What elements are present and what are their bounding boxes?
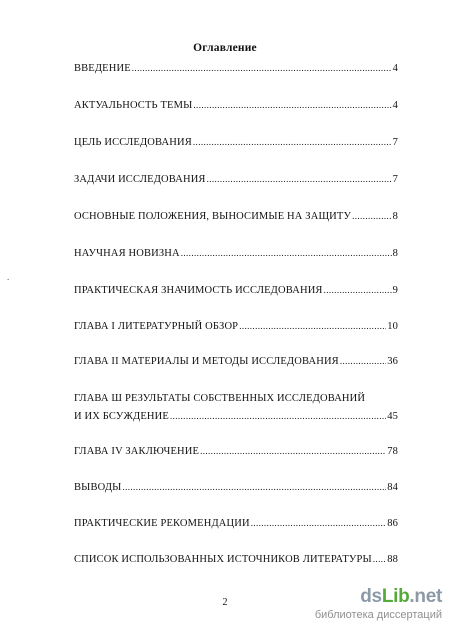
toc-entry [74,284,398,297]
toc-entry-page: 84 [387,482,398,493]
toc-entry-page: 86 [387,518,398,529]
dot-leader [207,173,392,186]
toc-entry-page: 88 [387,554,398,565]
toc-entry-page: 4 [392,63,398,74]
toc-entry-title: ВЫВОДЫ [74,482,122,493]
toc-entry [74,247,398,260]
toc-entry-title: ЗАДАЧИ ИССЛЕДОВАНИЯ [74,174,206,185]
toc-entry-page: 36 [387,356,398,367]
dslib-logo [360,586,442,608]
dot-leader [340,355,386,368]
toc-entry-title-line1: ГЛАВА Ш РЕЗУЛЬТАТЫ СОБСТВЕННЫХ ИССЛЕДОВАНИЙ [74,393,366,404]
toc-entry-title: ОСНОВНЫЕ ПОЛОЖЕНИЯ, ВЫНОСИМЫЕ НА ЗАЩИТУ [74,211,352,222]
toc-entry-page: 8 [392,248,398,259]
toc-entry [74,481,398,494]
watermark [292,586,442,624]
dot-leader [251,517,387,530]
toc-entry-page: 10 [387,321,398,332]
toc-entry-title: ГЛАВА II МАТЕРИАЛЫ И МЕТОДЫ ИССЛЕДОВАНИЯ [74,356,339,367]
dot-leader [373,553,386,566]
dot-leader [181,247,392,260]
watermark-subtitle: библиотека диссертаций [314,609,442,621]
toc-entry-title: ЦЕЛЬ ИССЛЕДОВАНИЯ [74,137,192,148]
toc-entry [74,355,398,368]
logo-net: .net [409,586,442,607]
toc-entry-title: АКТУАЛЬНОСТЬ ТЕМЫ [74,100,193,111]
toc-entry [74,99,398,112]
toc-entry [74,173,398,186]
toc-entry [74,136,398,149]
toc-entry [74,392,398,423]
dot-leader [239,320,386,333]
toc-entry-page: 9 [392,285,398,296]
page-number: 2 [222,597,228,608]
toc-entry [74,62,398,75]
dot-leader [132,62,392,75]
scan-mark: . [7,272,10,282]
toc-entry-title: ПРАКТИЧЕСКАЯ ЗНАЧИМОСТЬ ИССЛЕДОВАНИЯ [74,285,323,296]
logo-lib: Lib [381,586,410,607]
dot-leader [324,284,392,297]
dot-leader [170,410,386,423]
toc-entry-title: ПРАКТИЧЕСКИЕ РЕКОМЕНДАЦИИ [74,518,250,529]
toc-entry-page: 78 [387,446,398,457]
toc-entry-page: 8 [392,211,398,222]
toc-entry-page: 7 [392,174,398,185]
toc-entry [74,320,398,333]
toc-entry [74,553,398,566]
toc-entry [74,445,398,458]
toc-entry [74,517,398,530]
dot-leader [193,99,391,112]
dot-leader [200,445,386,458]
toc-entry-page: 7 [392,137,398,148]
toc-entry-title: И ИХ БСУЖДЕНИЕ [74,411,169,422]
toc-entry [74,210,398,223]
dot-leader [193,136,392,149]
logo-ds: ds [360,586,382,607]
toc-entry-title: ВВЕДЕНИЕ [74,63,131,74]
toc-entry-title: НАУЧНАЯ НОВИЗНА [74,248,180,259]
toc-entry-page: 45 [387,411,398,422]
dot-leader [352,210,392,223]
toc-entry-title: ГЛАВА IV ЗАКЛЮЧЕНИЕ [74,446,200,457]
toc-entry-page: 4 [392,100,398,111]
toc-entry-title: ГЛАВА I ЛИТЕРАТУРНЫЙ ОБЗОР [74,321,239,332]
toc-heading: Оглавление [193,42,257,54]
dot-leader [122,481,386,494]
toc-entry-title: СПИСОК ИСПОЛЬЗОВАННЫХ ИСТОЧНИКОВ ЛИТЕРАТУРЫ [74,554,372,565]
